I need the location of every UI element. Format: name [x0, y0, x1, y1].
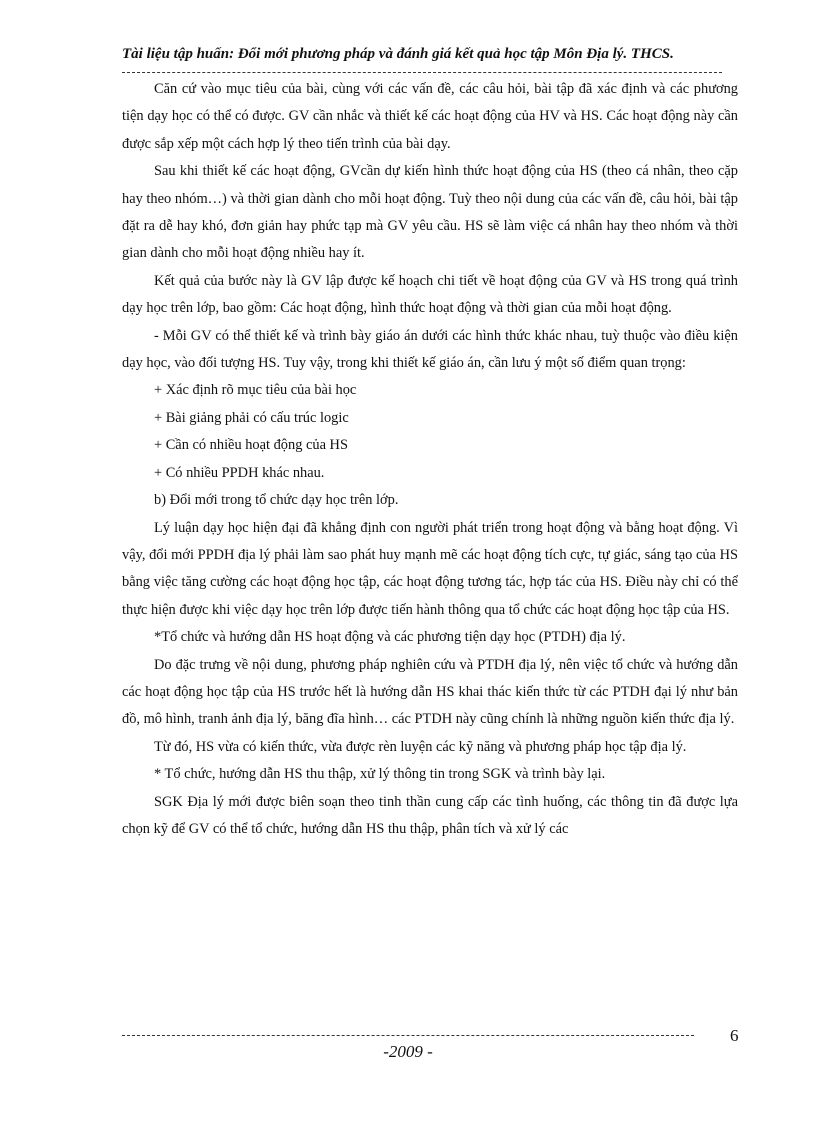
list-item: + Bài giảng phải có cấu trúc logic — [154, 409, 349, 426]
paragraph: SGK Địa lý mới được biên soạn theo tinh thần cung cấp các tình huống, các thông tin đã được lựa chọn kỹ để GV có thể tổ chức, hướng dẫn HS thu thập, phân tích và xử lý các — [122, 793, 738, 837]
header-divider — [122, 72, 722, 73]
list-item: + Xác định rõ mục tiêu của bài học — [154, 382, 357, 399]
subheading: * Tổ chức, hướng dẫn HS thu thập, xử lý thông tin trong SGK và trình bày lại. — [154, 766, 606, 783]
paragraph: Căn cứ vào mục tiêu của bài, cùng với các vấn đề, các câu hỏi, bài tập đã xác định và các phương tiện dạy học có thể có được. GV cần nhắc và thiết kế các hoạt động của HV và HS. Các hoạt động này cần được sắp xếp một cách hợp lý theo tiến trình của bài dạy. — [122, 81, 738, 152]
paragraph: Sau khi thiết kế các hoạt động, GVcần dự kiến hình thức hoạt động của HS (theo cá nhân, theo cặp hay theo nhóm…) và thời gian dành cho mỗi hoạt động. Tuỳ theo nội dung của các vấn đề, câu hỏi, bài tập đặt ra dễ hay khó, đơn giản hay phức tạp mà GV yêu cầu. HS sẽ làm việc cá nhân hay theo nhóm và thời gian dành cho mỗi hoạt động nhiều hay ít. — [122, 163, 738, 262]
page-number: 6 — [730, 1026, 739, 1045]
footer-year: -2009 - — [383, 1042, 433, 1061]
paragraph: Lý luận dạy học hiện đại đã khẳng định con người phát triển trong hoạt động và bằng hoạt động. Vì vậy, đổi mới PPDH địa lý phải làm sao phát huy mạnh mẽ các hoạt động tích cực, tự giác, sáng tạo của HS bằng việc tăng cường các hoạt động học tập, các hoạt động tương tác, hợp tác của HS. Điều này chỉ có thể thực hiện được khi việc dạy học trên lớp được tiến hành thông qua tổ chức các hoạt động học tập của HS. — [122, 519, 738, 618]
paragraph: Do đặc trưng về nội dung, phương pháp nghiên cứu và PTDH địa lý, nên việc tổ chức và hướng dẫn các hoạt động học tập của HS trước hết là hướng dẫn HS khai thác kiến thức từ các PTDH đại lý như bản đồ, mô hình, tranh ảnh địa lý, băng đĩa hình… các PTDH này cũng chính là những nguồn kiến thức địa lý. — [122, 656, 738, 728]
paragraph: - Mỗi GV có thể thiết kế và trình bày giáo án dưới các hình thức khác nhau, tuỳ thuộc vào điều kiện dạy học, vào đối tượng HS. Tuy vậy, trong khi thiết kế giáo án, cần lưu ý một số điểm quan trọng: — [122, 327, 738, 372]
list-item: + Cần có nhiều hoạt động của HS — [154, 437, 348, 454]
list-item: + Có nhiều PPDH khác nhau. — [154, 464, 325, 481]
document-header: Tài liệu tập huấn: Đổi mới phương pháp và đánh giá kết quả học tập Môn Địa lý. THCS. — [122, 46, 674, 62]
subheading: *Tổ chức và hướng dẫn HS hoạt động và các phương tiện dạy học (PTDH) địa lý. — [154, 629, 626, 646]
document-body — [122, 76, 738, 843]
footer-divider — [122, 1035, 694, 1036]
paragraph: Kết quả của bước này là GV lập được kế hoạch chi tiết về hoạt động của GV và HS trong quá trình dạy học trên lớp, bao gồm: Các hoạt động, hình thức hoạt động và thời gian của mỗi hoạt động. — [122, 272, 738, 317]
section-heading: b) Đổi mới trong tổ chức dạy học trên lớp. — [154, 492, 399, 509]
paragraph: Từ đó, HS vừa có kiến thức, vừa được rèn luyện các kỹ năng và phương pháp học tập địa lý. — [154, 738, 687, 755]
